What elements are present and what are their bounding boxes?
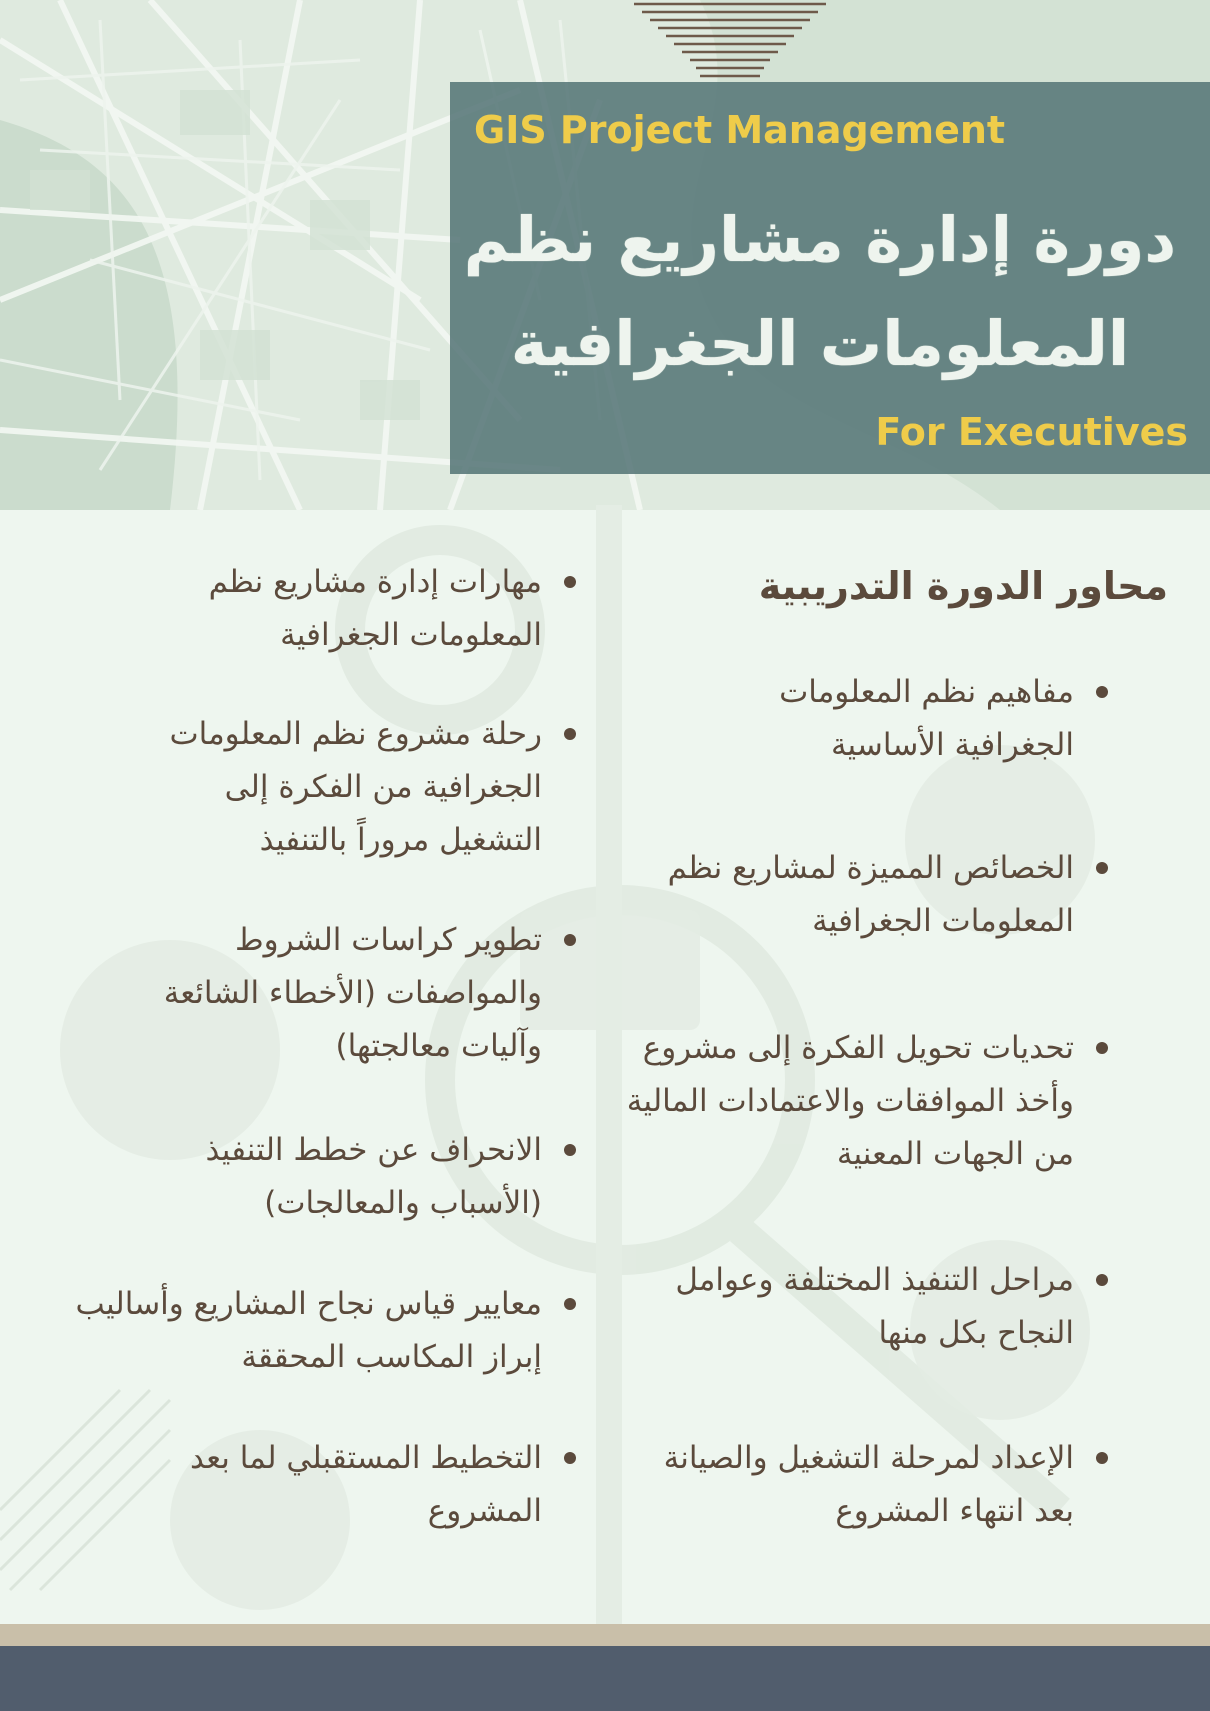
topic-text: مراحل التنفيذ المختلفة وعوامل النجاح بكل منها [675,1262,1074,1351]
bullet-icon [564,1298,576,1310]
topic-text: التخطيط المستقبلي لما بعد المشروع [190,1440,542,1529]
topic-text: تحديات تحويل الفكرة إلى مشروع وأخذ الموافقات والاعتمادات المالية من الجهات المعنية [626,1030,1074,1172]
topic-item [122,708,582,867]
bullet-icon [1096,1042,1108,1054]
bullet-icon [564,576,576,588]
bullet-icon [1096,1452,1108,1464]
topic-text: تطوير كراسات الشروط والمواصفات (الأخطاء الشائعة وآليات معالجتها) [163,922,542,1064]
topic-text: مفاهيم نظم المعلومات الجغرافية الأساسية [779,674,1074,763]
topic-item [654,666,1114,772]
topics-list-right [594,0,1114,1711]
topic-item [122,1124,582,1230]
topic-text: مهارات إدارة مشاريع نظم المعلومات الجغرافية [208,564,542,653]
course-title-arabic-line-2: المعلومات الجغرافية [510,307,1130,380]
bullet-icon [1096,862,1108,874]
topics-list-left [22,0,582,1711]
topic-item [82,914,582,1073]
footer-band [0,1646,1210,1711]
audience-subtitle: For Executives [875,410,1188,454]
topic-text: الخصائص المميزة لمشاريع نظم المعلومات الجغرافية [667,850,1074,939]
bullet-icon [564,934,576,946]
bullet-icon [1096,686,1108,698]
bullet-icon [564,728,576,740]
topic-text: رحلة مشروع نظم المعلومات الجغرافية من الفكرة إلى التشغيل مروراً بالتنفيذ [169,716,542,858]
course-title-english: GIS Project Management [474,108,1006,152]
topic-item [182,1432,582,1538]
topic-item [594,1022,1114,1181]
topic-item [42,1278,582,1384]
topic-text: الإعداد لمرحلة التشغيل والصيانة بعد انتهاء المشروع [663,1440,1074,1529]
bullet-icon [564,1452,576,1464]
topic-item [122,556,582,662]
topic-text: الانحراف عن خطط التنفيذ (الأسباب والمعالجات) [205,1132,542,1221]
topic-text: معايير قياس نجاح المشاريع وأساليب إبراز المكاسب المحققة [75,1286,542,1375]
topic-item [594,1254,1114,1360]
section-heading: محاور الدورة التدريبية [758,564,1168,608]
course-title-arabic-line-1: دورة إدارة مشاريع نظم [463,203,1177,276]
topic-item [634,1432,1114,1538]
bullet-icon [1096,1274,1108,1286]
footer-stripe [0,1624,1210,1646]
topic-item [624,842,1114,948]
bullet-icon [564,1144,576,1156]
